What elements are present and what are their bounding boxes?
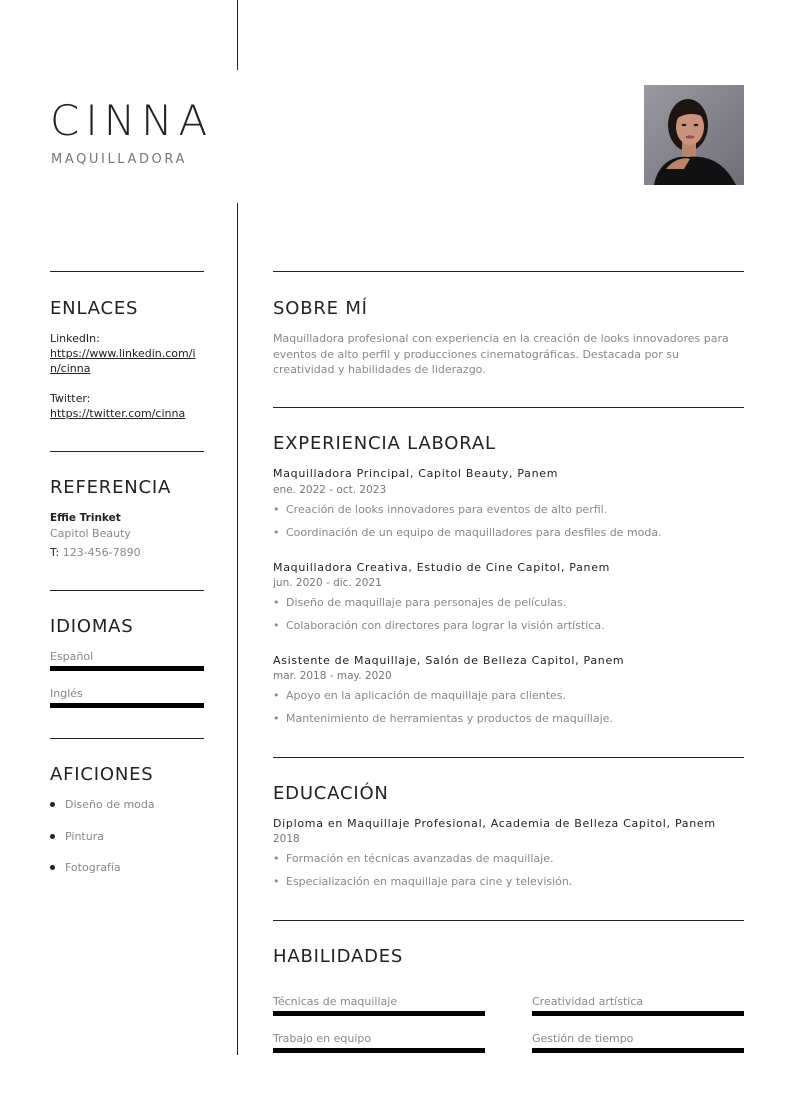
section-divider [273,407,744,408]
bullet-icon [50,802,55,807]
section-divider [50,738,204,739]
reference-section-title: REFERENCIA [50,477,172,498]
skill-label: Técnicas de maquillaje [273,995,398,1008]
links-section-title: ENLACES [50,298,139,319]
skill-item [273,995,485,1016]
hobby-item: Fotografía [50,861,121,874]
bullet-icon [50,834,55,839]
job-dates: jun. 2020 - dic. 2021 [273,577,382,589]
twitter-link[interactable]: https://twitter.com/cinna [50,407,186,420]
profile-photo [644,85,744,185]
twitter-label: Twitter: [50,392,91,405]
language-item [50,650,204,671]
linkedin-label: LinkedIn: [50,332,100,345]
hobby-item: Pintura [50,830,104,843]
section-divider [273,271,744,272]
skill-level-bar [273,1011,485,1016]
job-bullet: • Creación de looks innovadores para eventos de alto perfil. [273,503,608,516]
language-label: Español [50,650,94,663]
bullet-icon [50,865,55,870]
skill-level-bar [532,1048,744,1053]
education-bullet: • Formación en técnicas avanzadas de maquillaje. [273,852,554,865]
linkedin-block [50,331,204,376]
about-text: Maquilladora profesional con experiencia en la creación de looks innovadores para eventos de alto perfil y producciones cinematográficas. Destacada por su creatividad y habilidades de liderazgo. [273,332,729,376]
skill-item [273,1032,485,1053]
reference-name: Effie Trinket [50,512,121,524]
education-bullet: • Especialización en maquillaje para cine y televisión. [273,875,573,888]
job-dates: mar. 2018 - may. 2020 [273,670,392,682]
job-heading: Asistente de Maquillaje, Salón de Belleza Capitol, Panem [273,654,625,667]
section-divider [50,451,204,452]
skill-item [532,995,744,1016]
vertical-divider-top [237,0,238,70]
job-bullet: • Colaboración con directores para lograr la visión artística. [273,619,605,632]
experience-section-title: EXPERIENCIA LABORAL [273,433,496,454]
phone-label: T: [50,546,60,559]
phone-number: 123-456-7890 [62,546,141,559]
hobbies-section-title: AFICIONES [50,764,154,785]
skills-section-title: HABILIDADES [273,946,404,967]
education-section-title: EDUCACIÓN [273,783,389,804]
vertical-divider [237,203,238,1055]
skill-label: Creatividad artística [532,995,644,1008]
candidate-job-title: MAQUILLADORA [51,152,187,167]
language-level-bar [50,703,204,708]
language-level-bar [50,666,204,671]
job-bullet: • Apoyo en la aplicación de maquillaje para clientes. [273,689,567,702]
section-divider [273,920,744,921]
candidate-name: CINNA [50,96,214,145]
hobby-item: Diseño de moda [50,798,155,811]
skill-level-bar [273,1048,485,1053]
reference-company: Capitol Beauty [50,527,131,540]
skill-level-bar [532,1011,744,1016]
skill-label: Gestión de tiempo [532,1032,634,1045]
job-heading: Maquilladora Principal, Capitol Beauty, Panem [273,467,559,480]
about-section-title: SOBRE MÍ [273,298,368,319]
skill-label: Trabajo en equipo [273,1032,372,1045]
job-bullet: • Diseño de maquillaje para personajes de películas. [273,596,567,609]
linkedin-link[interactable]: https://www.linkedin.com/in/cinna [50,347,196,375]
reference-phone [50,545,141,560]
education-year: 2018 [273,833,300,845]
section-divider [50,271,204,272]
job-bullet: • Coordinación de un equipo de maquilladores para desfiles de moda. [273,526,662,539]
job-dates: ene. 2022 - oct. 2023 [273,484,387,496]
section-divider [50,590,204,591]
twitter-block [50,391,204,421]
skill-item [532,1032,744,1053]
section-divider [273,757,744,758]
job-bullet: • Mantenimiento de herramientas y productos de maquillaje. [273,712,613,725]
language-label: Inglés [50,687,83,700]
education-heading: Diploma en Maquillaje Profesional, Academia de Belleza Capitol, Panem [273,817,716,830]
language-item [50,687,204,708]
languages-section-title: IDIOMAS [50,616,134,637]
job-heading: Maquilladora Creativa, Estudio de Cine Capitol, Panem [273,561,611,574]
